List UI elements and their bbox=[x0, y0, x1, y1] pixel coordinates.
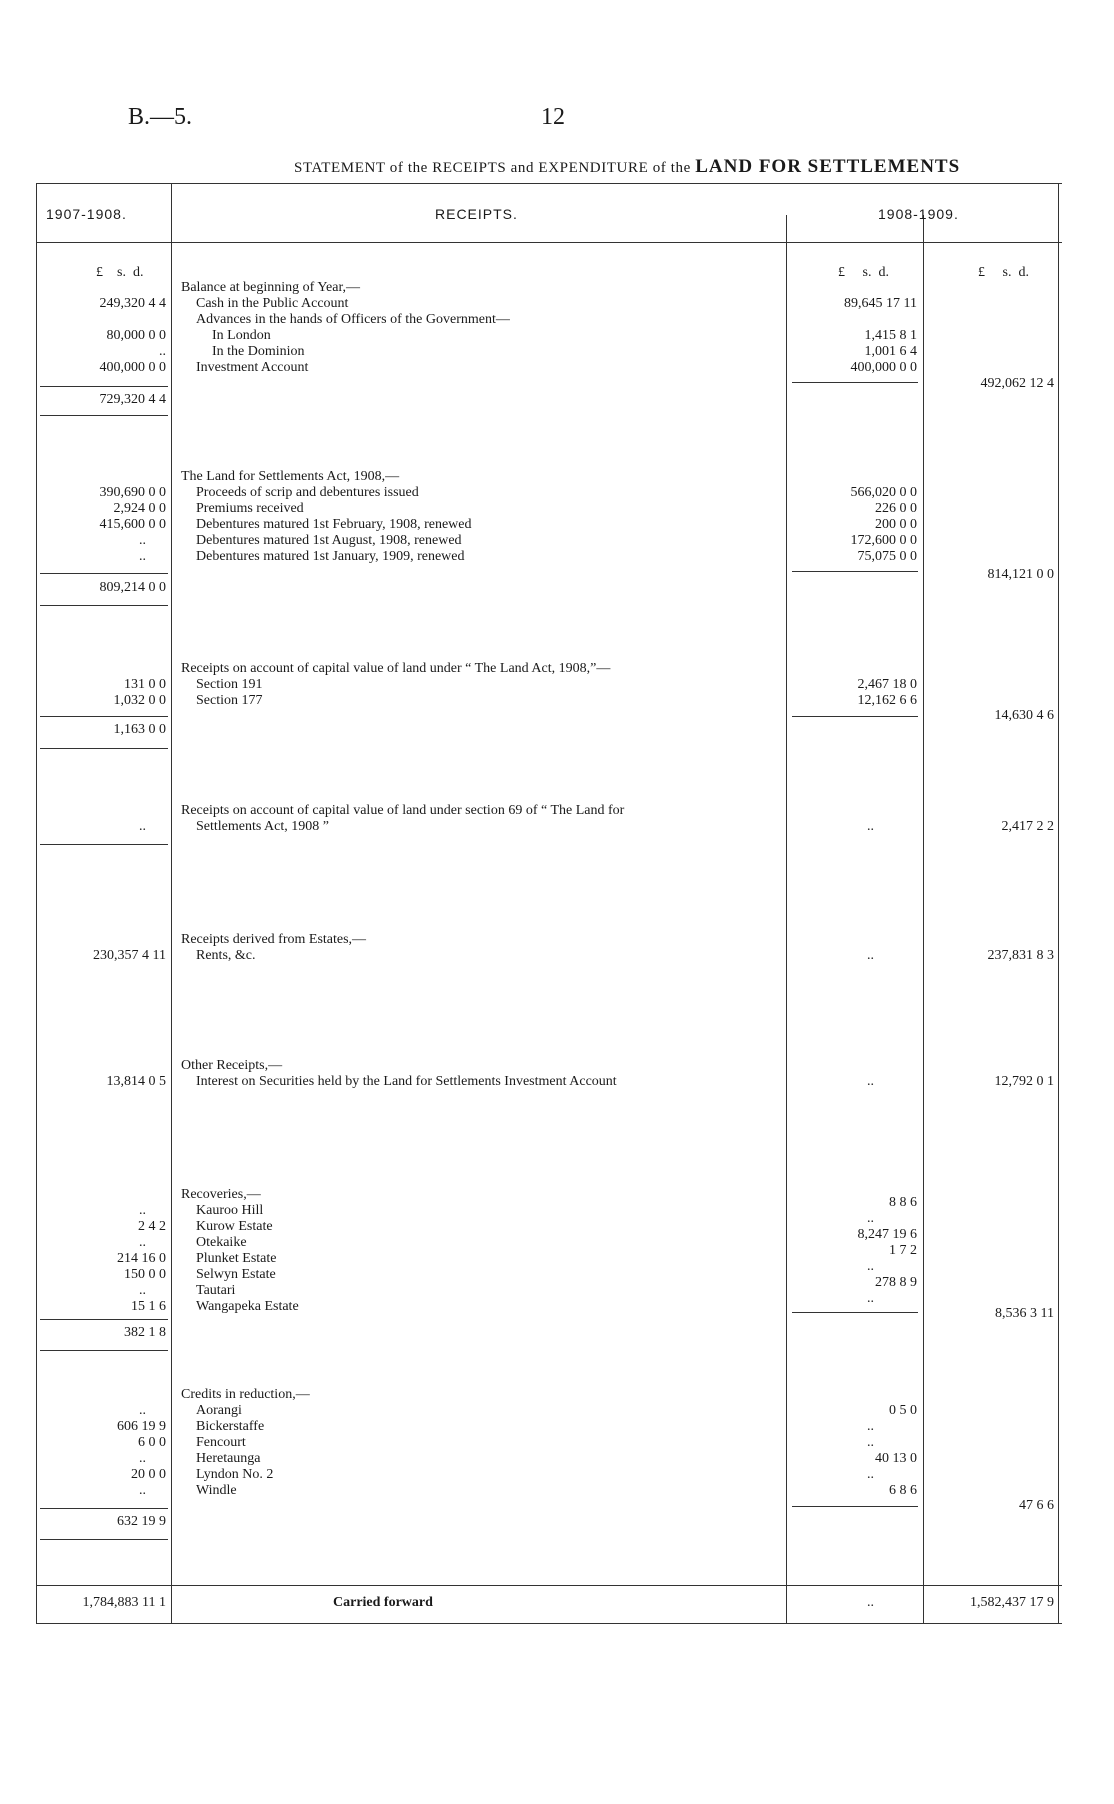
credits-item-label: Aorangi bbox=[196, 1403, 242, 1418]
landact-item-0-label: Section 191 bbox=[196, 677, 263, 692]
lsa-item-0-cur: 566,020 0 0 bbox=[850, 485, 917, 500]
balance-cur-cash: 89,645 17 11 bbox=[844, 296, 917, 311]
credits-item-cur: 6 8 6 bbox=[889, 1483, 917, 1498]
credits-item-prev: .. bbox=[139, 1483, 146, 1498]
landact-item-0-prev: 131 0 0 bbox=[124, 677, 166, 692]
credits-prev-total: 632 19 9 bbox=[117, 1514, 166, 1529]
document-ref: B.—5. bbox=[128, 104, 193, 130]
balance-prev-cash: 249,320 4 4 bbox=[99, 296, 166, 311]
lsa-item-3-prev: .. bbox=[139, 533, 146, 548]
landact-prev-total: 1,163 0 0 bbox=[113, 722, 166, 737]
title-main: LAND FOR SETTLEMENTS bbox=[695, 156, 961, 177]
credits-item-cur: 40 13 0 bbox=[875, 1451, 917, 1466]
column-divider-right bbox=[923, 215, 924, 1623]
lsa-cur-total: 814,121 0 0 bbox=[987, 567, 1054, 582]
recoveries-item-label: Wangapeka Estate bbox=[196, 1299, 299, 1314]
lsa-heading: The Land for Settlements Act, 1908,— bbox=[181, 469, 400, 484]
lsa-item-3-label: Debentures matured 1st August, 1908, renewed bbox=[196, 533, 462, 548]
recoveries-item-label: Kauroo Hill bbox=[196, 1203, 264, 1218]
other-label: Interest on Securities held by the Land for Settlements Investment Account bbox=[196, 1074, 617, 1089]
s69-prev: .. bbox=[139, 819, 146, 834]
lsa-item-4-label: Debentures matured 1st January, 1909, renewed bbox=[196, 549, 465, 564]
table-left-border bbox=[36, 183, 37, 1623]
other-heading: Other Receipts,— bbox=[181, 1058, 283, 1073]
balance-cash-label: Cash in the Public Account bbox=[196, 296, 349, 311]
lsa-item-2-cur: 200 0 0 bbox=[875, 517, 917, 532]
credits-item-label: Heretaunga bbox=[196, 1451, 261, 1466]
recoveries-item-prev: .. bbox=[139, 1203, 146, 1218]
column-divider-middle bbox=[786, 215, 787, 1623]
lsa-item-1-label: Premiums received bbox=[196, 501, 304, 516]
carried-forward-cur-mid: .. bbox=[867, 1595, 874, 1610]
header-rule bbox=[36, 242, 1062, 243]
lsa-item-0-prev: 390,690 0 0 bbox=[99, 485, 166, 500]
lsa-item-1-prev: 2,924 0 0 bbox=[113, 501, 166, 516]
credits-item-label: Bickerstaffe bbox=[196, 1419, 265, 1434]
balance-prev-total: 729,320 4 4 bbox=[99, 392, 166, 407]
recoveries-item-cur: .. bbox=[867, 1211, 874, 1226]
balance-london-label: In London bbox=[212, 328, 271, 343]
credits-item-prev: 606 19 9 bbox=[117, 1419, 166, 1434]
recoveries-item-cur: 8 8 6 bbox=[889, 1195, 917, 1210]
credits-item-prev: .. bbox=[139, 1403, 146, 1418]
other-cur: 12,792 0 1 bbox=[994, 1074, 1054, 1089]
balance-cur-investment: 400,000 0 0 bbox=[850, 360, 917, 375]
credits-item-cur: 0 5 0 bbox=[889, 1403, 917, 1418]
recoveries-prev-total: 382 1 8 bbox=[124, 1325, 166, 1340]
balance-cur-total: 492,062 12 4 bbox=[980, 376, 1054, 391]
landact-item-1-label: Section 177 bbox=[196, 693, 263, 708]
col-receipts: RECEIPTS. bbox=[435, 206, 518, 222]
lsa-item-4-prev: .. bbox=[139, 549, 146, 564]
balance-prev-dominion: .. bbox=[159, 344, 166, 359]
statement-title bbox=[294, 156, 960, 178]
carried-forward-prev: 1,784,883 11 1 bbox=[82, 1595, 166, 1610]
recoveries-item-prev: 150 0 0 bbox=[124, 1267, 166, 1282]
credits-heading: Credits in reduction,— bbox=[181, 1387, 310, 1402]
recoveries-item-label: Otekaike bbox=[196, 1235, 247, 1250]
recoveries-item-prev: 2 4 2 bbox=[138, 1219, 166, 1234]
landact-heading: Receipts on account of capital value of land under “ The Land Act, 1908,”— bbox=[181, 661, 611, 676]
credits-item-label: Windle bbox=[196, 1483, 237, 1498]
balance-investment-label: Investment Account bbox=[196, 360, 309, 375]
balance-cur-dominion: 1,001 6 4 bbox=[864, 344, 917, 359]
table-right-border bbox=[1058, 183, 1059, 1623]
credits-item-label: Lyndon No. 2 bbox=[196, 1467, 274, 1482]
lsa-item-3-cur: 172,600 0 0 bbox=[850, 533, 917, 548]
credits-item-cur: .. bbox=[867, 1419, 874, 1434]
balance-heading: Balance at beginning of Year,— bbox=[181, 280, 361, 295]
landact-cur-total: 14,630 4 6 bbox=[994, 708, 1054, 723]
estates-cur-mid: .. bbox=[867, 948, 874, 963]
recoveries-item-prev: 15 1 6 bbox=[131, 1299, 166, 1314]
recoveries-cur-total: 8,536 3 11 bbox=[995, 1306, 1054, 1321]
credits-item-label: Fencourt bbox=[196, 1435, 246, 1450]
lsa-item-1-cur: 226 0 0 bbox=[875, 501, 917, 516]
recoveries-item-cur: 278 8 9 bbox=[875, 1275, 917, 1290]
units-left: £ s. d. bbox=[96, 265, 144, 280]
recoveries-item-label: Plunket Estate bbox=[196, 1251, 277, 1266]
units-right: £ s. d. bbox=[978, 265, 1029, 280]
s69-cur-mid: .. bbox=[867, 819, 874, 834]
recoveries-item-cur: .. bbox=[867, 1259, 874, 1274]
title-prefix: STATEMENT of the RECEIPTS and EXPENDITURE of the bbox=[294, 160, 691, 176]
credits-cur-total: 47 6 6 bbox=[1019, 1498, 1054, 1513]
landact-item-1-cur: 12,162 6 6 bbox=[857, 693, 917, 708]
s69-cur: 2,417 2 2 bbox=[1001, 819, 1054, 834]
recoveries-item-prev: .. bbox=[139, 1283, 146, 1298]
recoveries-heading: Recoveries,— bbox=[181, 1187, 261, 1202]
table-bottom-rule bbox=[36, 1623, 1062, 1624]
recoveries-item-prev: 214 16 0 bbox=[117, 1251, 166, 1266]
estates-heading: Receipts derived from Estates,— bbox=[181, 932, 367, 947]
col-right-year: 1908-1909. bbox=[878, 206, 959, 222]
estates-prev: 230,357 4 11 bbox=[93, 948, 166, 963]
estates-cur: 237,831 8 3 bbox=[987, 948, 1054, 963]
estates-label: Rents, &c. bbox=[196, 948, 256, 963]
carried-forward-cur: 1,582,437 17 9 bbox=[970, 1595, 1054, 1610]
s69-line1: Receipts on account of capital value of land under section 69 of “ The Land for bbox=[181, 803, 625, 818]
recoveries-item-label: Tautari bbox=[196, 1283, 236, 1298]
recoveries-item-cur: .. bbox=[867, 1291, 874, 1306]
landact-item-0-cur: 2,467 18 0 bbox=[857, 677, 917, 692]
credits-item-cur: .. bbox=[867, 1467, 874, 1482]
s69-line2: Settlements Act, 1908 ” bbox=[196, 819, 329, 834]
lsa-item-4-cur: 75,075 0 0 bbox=[857, 549, 917, 564]
balance-advances-label: Advances in the hands of Officers of the Government— bbox=[196, 312, 510, 327]
balance-prev-investment: 400,000 0 0 bbox=[99, 360, 166, 375]
lsa-item-2-prev: 415,600 0 0 bbox=[99, 517, 166, 532]
recoveries-item-label: Kurow Estate bbox=[196, 1219, 273, 1234]
balance-prev-london: 80,000 0 0 bbox=[106, 328, 166, 343]
balance-cur-london: 1,415 8 1 bbox=[864, 328, 917, 343]
credits-item-prev: .. bbox=[139, 1451, 146, 1466]
other-prev: 13,814 0 5 bbox=[106, 1074, 166, 1089]
balance-dominion-label: In the Dominion bbox=[212, 344, 305, 359]
carried-forward-label: Carried forward bbox=[333, 1595, 433, 1610]
lsa-prev-total: 809,214 0 0 bbox=[99, 580, 166, 595]
landact-item-1-prev: 1,032 0 0 bbox=[113, 693, 166, 708]
recoveries-item-label: Selwyn Estate bbox=[196, 1267, 276, 1282]
credits-item-cur: .. bbox=[867, 1435, 874, 1450]
recoveries-item-prev: .. bbox=[139, 1235, 146, 1250]
lsa-item-0-label: Proceeds of scrip and debentures issued bbox=[196, 485, 419, 500]
table-top-rule bbox=[36, 183, 1062, 184]
page-number: 12 bbox=[541, 104, 565, 130]
column-divider-left bbox=[171, 183, 172, 1623]
col-left-year: 1907-1908. bbox=[46, 206, 127, 222]
credits-item-prev: 20 0 0 bbox=[131, 1467, 166, 1482]
units-mid: £ s. d. bbox=[838, 265, 889, 280]
other-cur-mid: .. bbox=[867, 1074, 874, 1089]
credits-item-prev: 6 0 0 bbox=[138, 1435, 166, 1450]
recoveries-item-cur: 1 7 2 bbox=[889, 1243, 917, 1258]
recoveries-item-cur: 8,247 19 6 bbox=[857, 1227, 917, 1242]
lsa-item-2-label: Debentures matured 1st February, 1908, renewed bbox=[196, 517, 472, 532]
